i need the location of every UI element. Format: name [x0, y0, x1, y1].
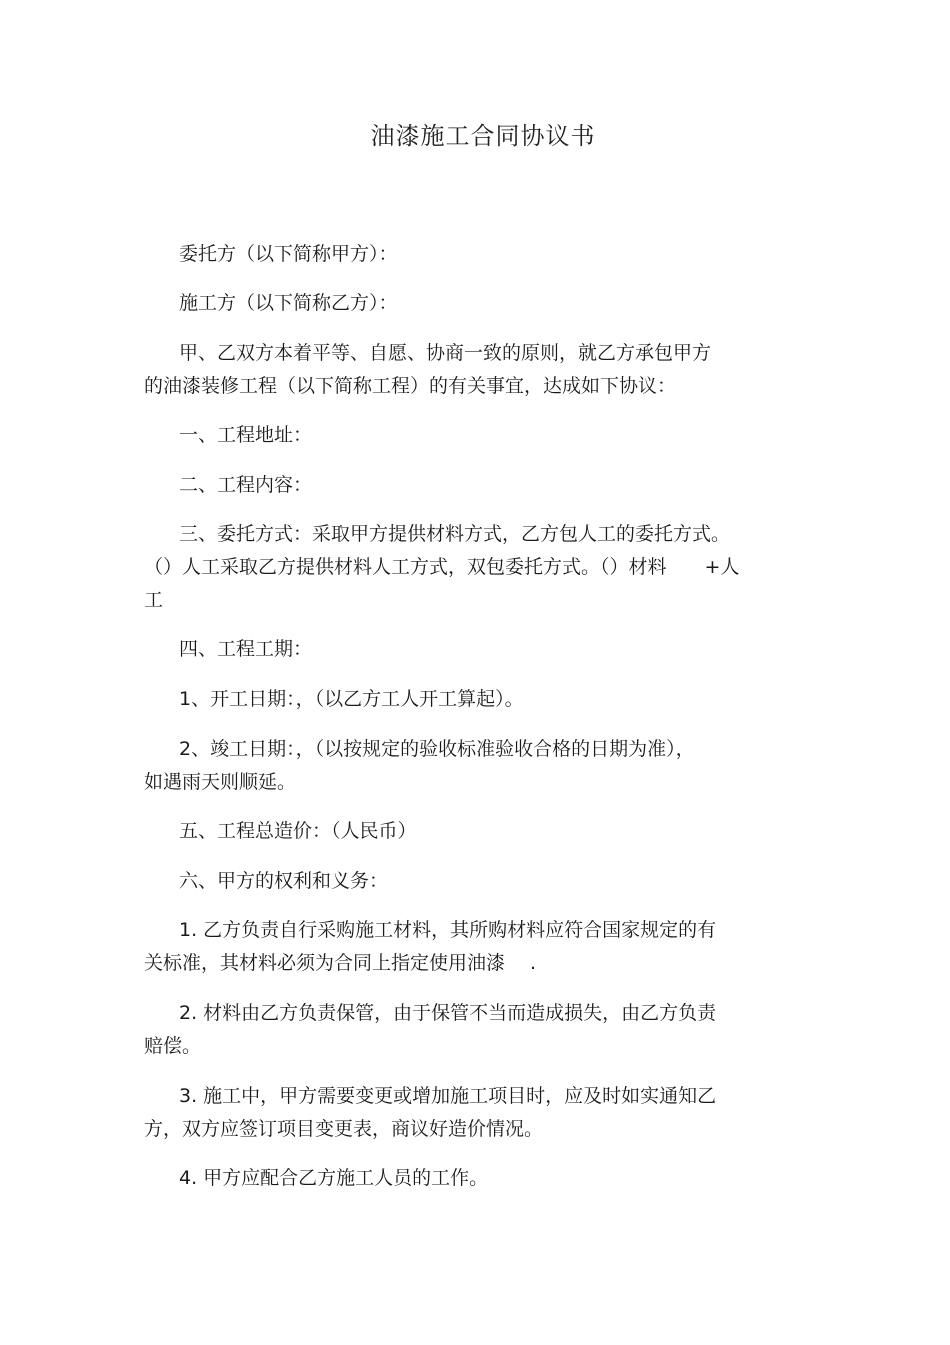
paragraph-line: 委托方（以下简称甲方）： — [179, 243, 398, 265]
paragraph-line: 六、甲方的权利和义务： — [179, 870, 389, 892]
paragraph-line: 2、竣工日期：，（以按规定的验收标准验收合格的日期为准）， — [179, 738, 695, 760]
paragraph-line: 2. 材料由乙方负责保管，由于保管不当而造成损失，由乙方负责 — [179, 1002, 717, 1024]
paragraph-line: 施工方（以下简称乙方）： — [179, 292, 398, 314]
clause-project-period — [144, 633, 824, 666]
paragraph-line: 二、工程内容： — [179, 474, 313, 496]
paragraph-line: 一、工程地址： — [179, 424, 313, 446]
paragraph-line: 三、委托方式：采取甲方提供材料方式，乙方包人工的委托方式。 — [179, 523, 731, 545]
clause-client — [144, 238, 824, 271]
clause-project-content — [144, 469, 824, 502]
clause-item-2 — [144, 997, 824, 1063]
clause-start-date — [144, 683, 824, 716]
paragraph-line: 甲、乙双方本着平等、自愿、协商一致的原则，就乙方承包甲方 — [179, 342, 712, 364]
clause-contractor — [144, 287, 824, 320]
clause-project-address — [144, 419, 824, 452]
paragraph-line: 五、工程总造价：（人民币） — [179, 820, 417, 842]
paragraph-line: 的油漆装修工程（以下简称工程）的有关事宜，达成如下协议： — [144, 375, 677, 397]
paragraph-line: 3. 施工中，甲方需要变更或增加施工项目时，应及时如实通知乙 — [179, 1085, 717, 1107]
paragraph-line: 四、工程工期： — [179, 638, 313, 660]
clause-completion-date — [144, 733, 824, 799]
paragraph-line: 工 — [144, 589, 164, 611]
clause-commission-method — [144, 518, 824, 617]
paragraph-line: 4. 甲方应配合乙方施工人员的工作。 — [179, 1167, 489, 1189]
paragraph-line: 赔偿。 — [144, 1035, 202, 1057]
paragraph-line: 1、开工日期：，（以乙方工人开工算起）。 — [179, 688, 524, 710]
document-title: 油漆施工合同协议书 — [370, 122, 596, 150]
clause-total-price — [144, 815, 824, 848]
clause-item-3 — [144, 1080, 824, 1146]
clause-preamble — [144, 337, 824, 403]
clause-party-a-rights — [144, 865, 824, 898]
paragraph-line: （）人工采取乙方提供材料人工方式，双包委托方式。（）材料 +人 — [144, 556, 740, 578]
paragraph-line: 如遇雨天则顺延。 — [144, 771, 297, 793]
paragraph-line: 1. 乙方负责自行采购施工材料，其所购材料应符合国家规定的有 — [179, 919, 717, 941]
clause-item-1 — [144, 914, 824, 980]
paragraph-line: 方，双方应签订项目变更表，商议好造价情况。 — [144, 1118, 544, 1140]
paragraph-line: 关标准，其材料必须为合同上指定使用油漆 . — [144, 952, 537, 974]
clause-item-4 — [144, 1162, 824, 1195]
